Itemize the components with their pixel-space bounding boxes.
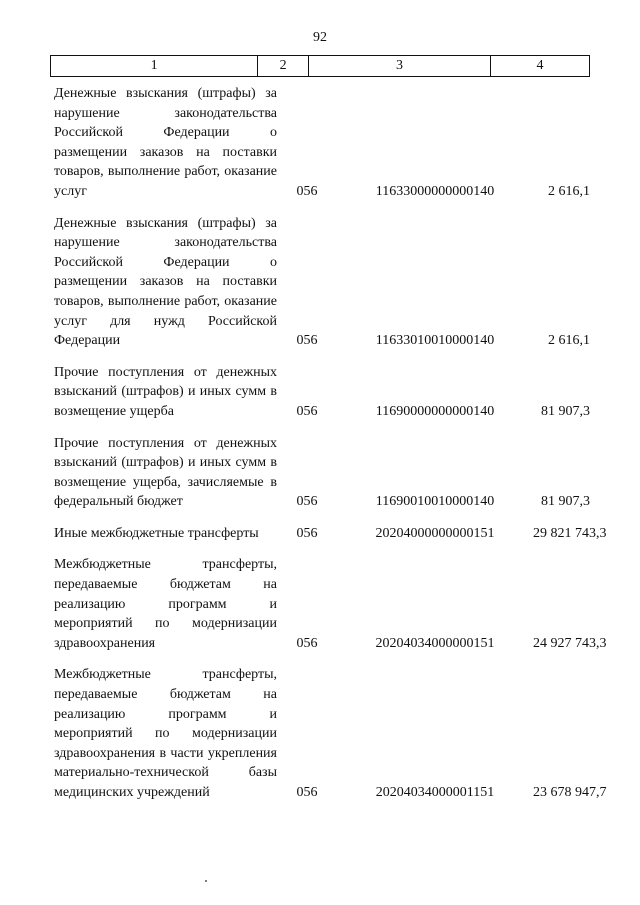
header-col-4: 4 [536, 58, 544, 73]
table-row [54, 434, 590, 512]
row-admin-code: 056 [296, 333, 318, 349]
header-col-2: 2 [258, 56, 309, 76]
row-name: Прочие поступления от денежных взысканий (штрафов) и иных сумм в возмещение ущерба, зачисляемые в федеральный бюджет [54, 435, 277, 510]
table-row [54, 524, 607, 544]
row-budget-code: 20204000000000151 [375, 525, 495, 541]
row-amount: 81 907,3 [541, 494, 590, 510]
row-amount: 81 907,3 [541, 403, 590, 419]
row-budget-code: 11690010010000140 [375, 494, 495, 510]
row-name: Иные межбюджетные трансферты [54, 525, 259, 541]
row-name: Межбюджетные трансферты, передаваемые бюджетам на реализацию программ и мероприятий по модернизации здравоохранения [54, 557, 277, 651]
table-row [54, 555, 607, 653]
row-name: Денежные взыскания (штрафы) за нарушение законодательства Российской Федерации о размещении заказов на поставки товаров, выполнение работ, оказание услуг для нужд Российской Федерации [54, 215, 277, 349]
table-row [54, 665, 607, 802]
row-admin-code: 056 [296, 183, 318, 199]
table-row [54, 84, 590, 202]
row-budget-code: 20204034000000151 [375, 635, 495, 651]
row-amount: 23 678 947,7 [533, 785, 607, 800]
header-col-3: 3 [309, 56, 491, 76]
row-amount: 24 927 743,3 [533, 635, 607, 651]
row-admin-code: 056 [296, 403, 318, 419]
row-amount: 2 616,1 [548, 183, 590, 199]
row-amount: 29 821 743,3 [533, 525, 607, 541]
row-admin-code: 056 [296, 785, 318, 800]
row-admin-code: 056 [296, 525, 318, 541]
table-row [54, 363, 590, 422]
row-budget-code: 11633000000000140 [375, 183, 495, 199]
header-col-1: 1 [51, 56, 258, 76]
scan-speck [205, 880, 207, 882]
row-name: Прочие поступления от денежных взысканий (штрафов) и иных сумм в возмещение ущерба [54, 364, 277, 419]
row-admin-code: 056 [296, 494, 318, 510]
row-budget-code: 20204034000001151 [375, 785, 495, 800]
table-header [50, 55, 590, 77]
table-row [54, 214, 590, 351]
table-body [54, 84, 607, 815]
row-admin-code: 056 [296, 635, 318, 651]
row-budget-code: 11633010010000140 [375, 333, 495, 349]
row-name: Денежные взыскания (штрафы) за нарушение законодательства Российской Федерации о размещении заказов на поставки товаров, выполнение работ, оказание услуг [54, 86, 277, 199]
row-budget-code: 11690000000000140 [375, 403, 495, 419]
row-name: Межбюджетные трансферты, передаваемые бюджетам на реализацию программ и мероприятий по модернизации здравоохранения в части укрепления материально-технической базы медицинских учреждений [54, 667, 277, 800]
row-amount: 2 616,1 [548, 333, 590, 349]
page-number: 92 [313, 30, 327, 45]
